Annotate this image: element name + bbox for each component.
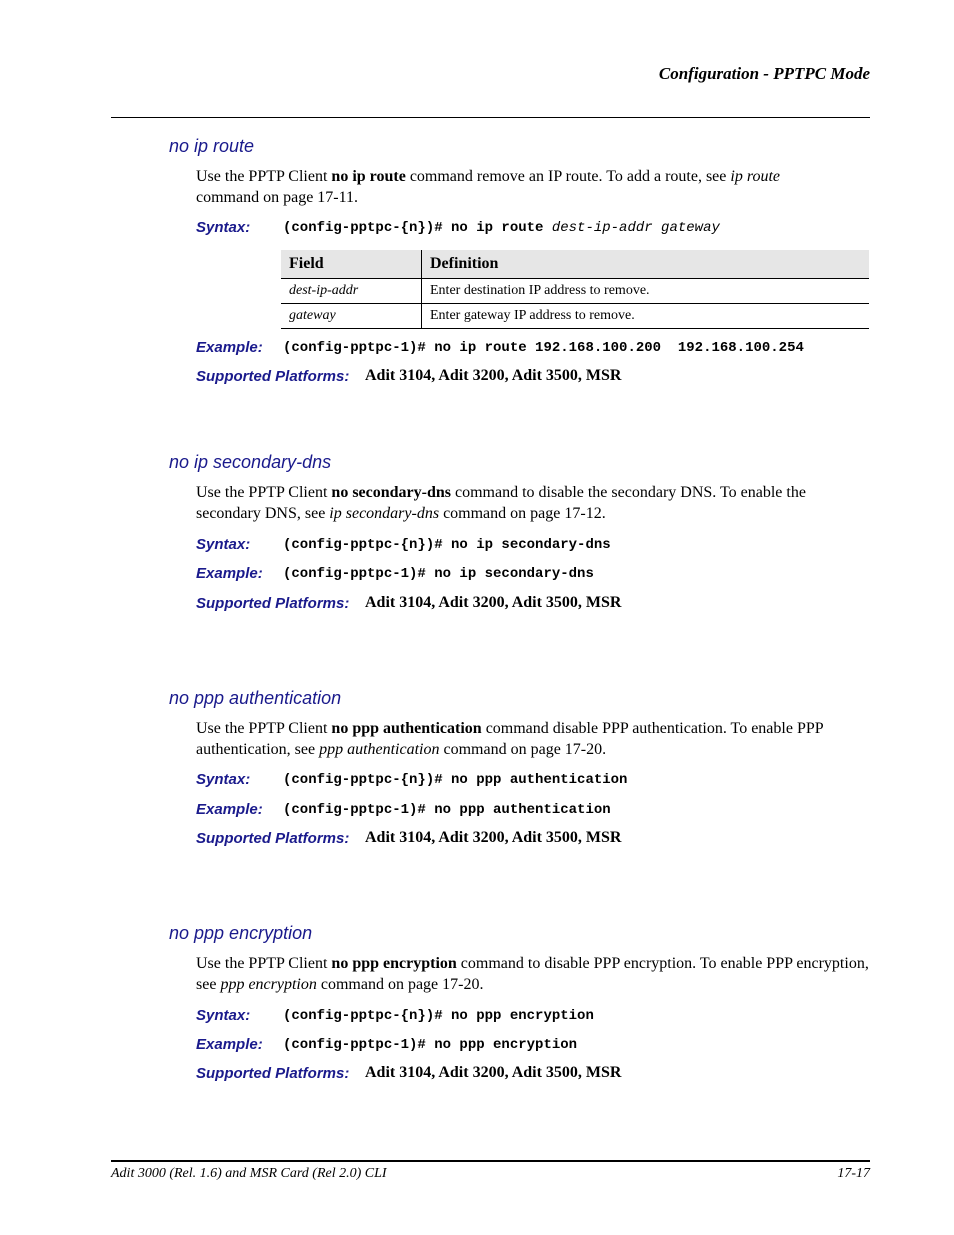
section-description: Use the PPTP Client no ip route command remove an IP route. To add a route, see ip route command on page 17-11. (196, 168, 780, 206)
footer-page-number: 17-17 (837, 1166, 870, 1181)
example-label: Example: (196, 801, 263, 818)
example-label: Example: (196, 565, 263, 582)
header-divider (111, 117, 870, 118)
field-definition-table (281, 250, 869, 329)
example-label: Example: (196, 339, 263, 356)
example-command: (config-pptpc-1)# no ppp authentication (283, 802, 611, 818)
platforms-label: Supported Platforms: (196, 1065, 350, 1082)
section-title-no-ppp-authentication: no ppp authentication (169, 688, 342, 708)
footer-document-title: Adit 3000 (Rel. 1.6) and MSR Card (Rel 2.0) CLI (111, 1166, 387, 1181)
syntax-command: (config-pptpc-{n})# no ppp authentication (283, 772, 628, 788)
syntax-label: Syntax: (196, 1007, 251, 1024)
syntax-command: (config-pptpc-{n})# no ip secondary-dns (283, 537, 611, 553)
section-title-no-ip-secondary-dns: no ip secondary-dns (169, 452, 332, 472)
table-cell-field: gateway (281, 304, 422, 329)
table-cell-definition: Enter gateway IP address to remove. (422, 304, 870, 329)
platforms-value: Adit 3104, Adit 3200, Adit 3500, MSR (365, 594, 622, 611)
section-description: Use the PPTP Client no ppp authentication command disable PPP authentication. To enable PPP authentication, see ppp authentication command on page 17-20. (196, 720, 824, 758)
table-header-definition: Definition (422, 250, 870, 279)
table-header-row (281, 250, 869, 279)
section-title-no-ip-route: no ip route (169, 136, 255, 156)
section-description: Use the PPTP Client no ppp encryption command to disable PPP encryption. To enable PPP encryption, see ppp encryption command on page 17-20. (196, 955, 869, 993)
platforms-label: Supported Platforms: (196, 595, 350, 612)
page-header-title: Configuration - PPTPC Mode (658, 64, 870, 83)
syntax-command: (config-pptpc-{n})# no ip route dest-ip-addr gateway (283, 220, 720, 236)
platforms-value: Adit 3104, Adit 3200, Adit 3500, MSR (365, 367, 622, 384)
platforms-label: Supported Platforms: (196, 830, 350, 847)
table-cell-definition: Enter destination IP address to remove. (422, 279, 870, 304)
example-command: (config-pptpc-1)# no ip route 192.168.100.200 192.168.100.254 (283, 340, 804, 356)
table-row (281, 279, 869, 304)
syntax-label: Syntax: (196, 536, 251, 553)
table-row (281, 304, 869, 329)
example-command: (config-pptpc-1)# no ppp encryption (283, 1037, 578, 1053)
footer-divider (111, 1160, 870, 1162)
table-cell-field: dest-ip-addr (281, 279, 422, 304)
syntax-command: (config-pptpc-{n})# no ppp encryption (283, 1008, 594, 1024)
platforms-value: Adit 3104, Adit 3200, Adit 3500, MSR (365, 829, 622, 846)
platforms-value: Adit 3104, Adit 3200, Adit 3500, MSR (365, 1064, 622, 1081)
section-description: Use the PPTP Client no secondary-dns command to disable the secondary DNS. To enable the secondary DNS, see ip secondary-dns command on page 17-12. (196, 484, 806, 522)
platforms-label: Supported Platforms: (196, 368, 350, 385)
syntax-label: Syntax: (196, 219, 251, 236)
example-command: (config-pptpc-1)# no ip secondary-dns (283, 566, 594, 582)
syntax-label: Syntax: (196, 771, 251, 788)
section-title-no-ppp-encryption: no ppp encryption (169, 923, 313, 943)
example-label: Example: (196, 1036, 263, 1053)
table-header-field: Field (281, 250, 422, 279)
